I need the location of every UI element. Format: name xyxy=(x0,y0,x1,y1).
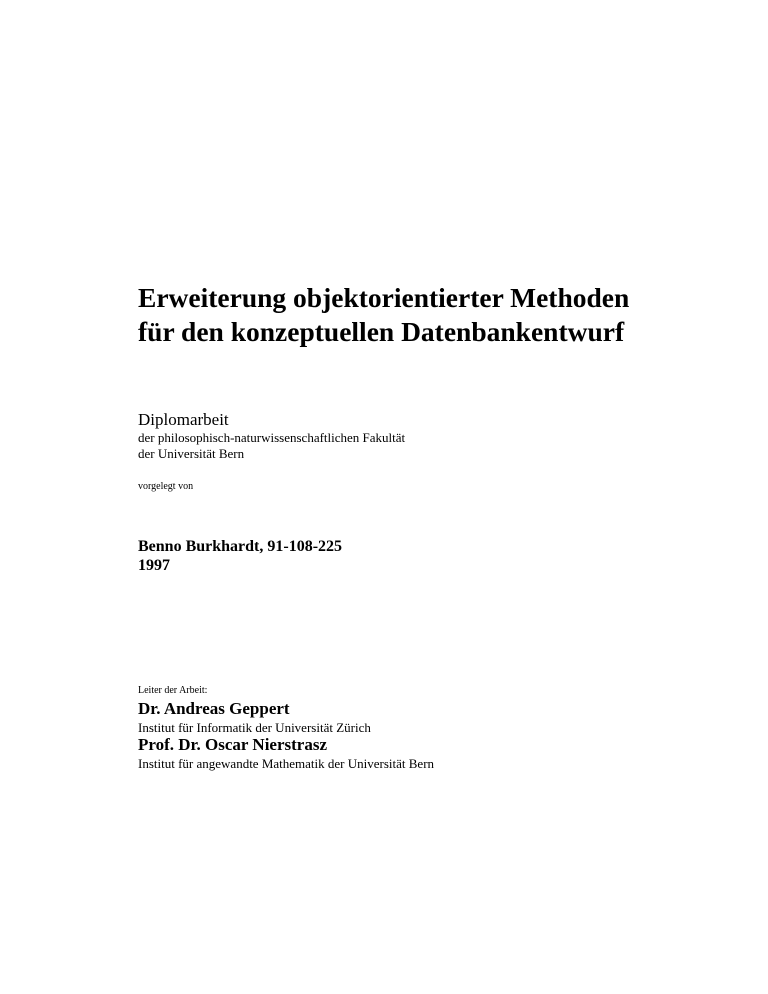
author-block xyxy=(138,537,342,575)
faculty-line-1: der philosophisch-naturwissenschaftlichen Fakultät xyxy=(138,430,406,445)
faculty-line-2: der Universität Bern xyxy=(138,445,245,461)
supervisor-1-name: Dr. Andreas Geppert xyxy=(138,699,290,718)
thesis-title-line-2: für den konzeptuellen Datenbankentwurf xyxy=(138,316,625,347)
thesis-title xyxy=(138,281,629,349)
supervisor-1-institute: Institut für Informatik der Universität Zürich xyxy=(138,720,371,735)
supervisor-2-institute: Institut für angewandte Mathematik der Universität Bern xyxy=(138,756,435,771)
author-name: Benno Burkhardt, 91-108-225 xyxy=(138,538,343,555)
thesis-type: Diplomarbeit xyxy=(138,410,229,429)
publication-year: 1997 xyxy=(138,557,170,574)
supervisor-2-name: Prof. Dr. Oscar Nierstrasz xyxy=(138,735,327,754)
presented-by-label: vorgelegt von xyxy=(138,481,194,492)
faculty-statement xyxy=(138,430,405,461)
supervisor-label: Leiter der Arbeit: xyxy=(138,685,208,696)
thesis-title-line-1: Erweiterung objektorientierter Methoden xyxy=(138,282,630,313)
